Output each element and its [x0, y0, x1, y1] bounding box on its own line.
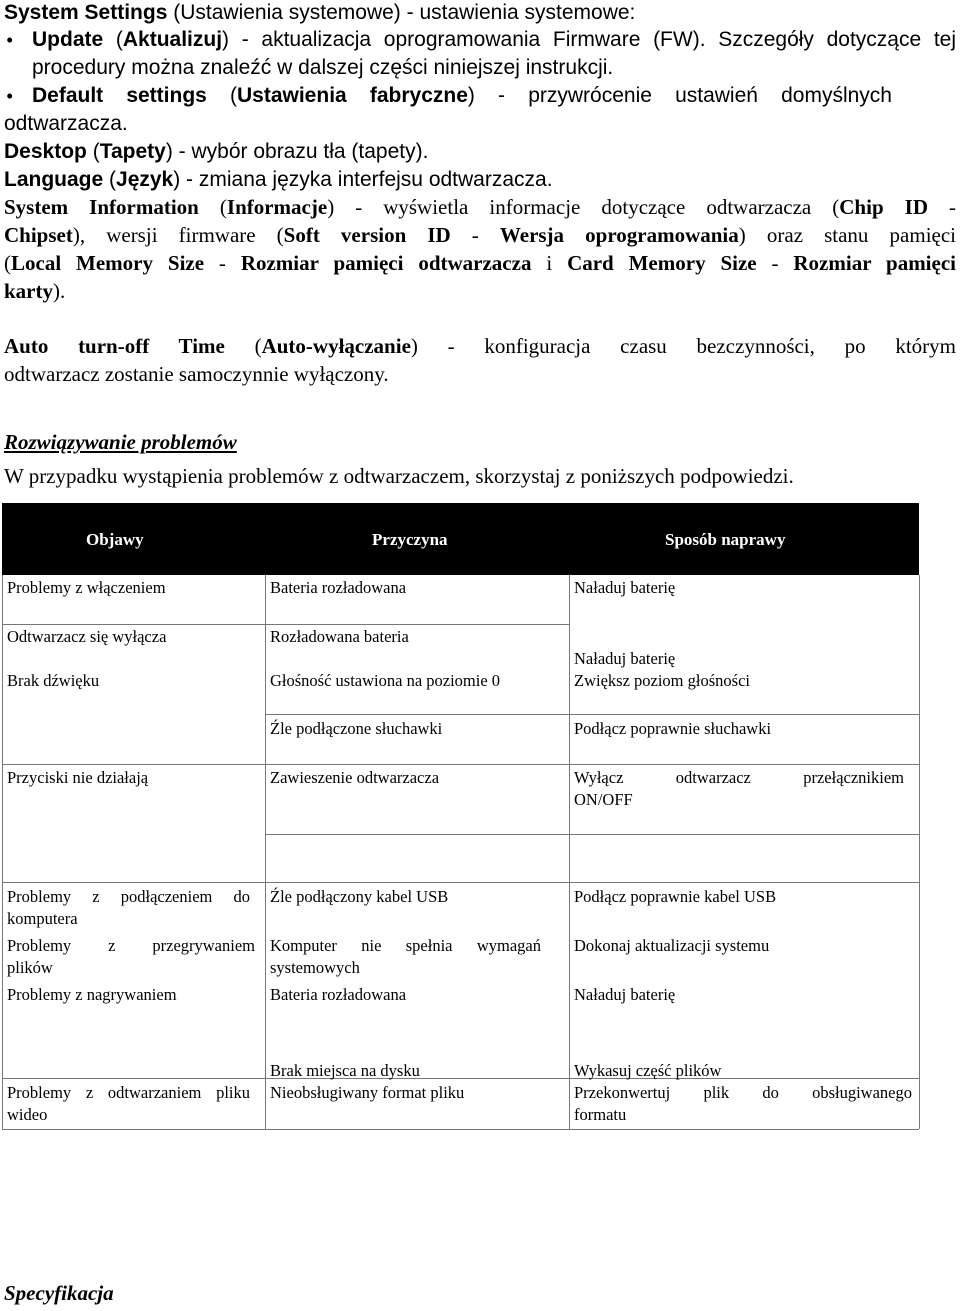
- desktop-item: [4, 138, 428, 166]
- paren: (: [206, 84, 237, 107]
- update-label-pl: Aktualizuj: [122, 28, 223, 51]
- table-cell: Problemy z odtwarzaniem pliku: [7, 1083, 250, 1102]
- grid-line: [569, 575, 570, 1129]
- table-cell: komputera: [7, 909, 78, 928]
- grid-line: [2, 1078, 919, 1079]
- sysinfo-line-3: [4, 249, 956, 277]
- sysinfo-label-pl: Informacje: [226, 195, 328, 219]
- default-desc-cont: odtwarzacza.: [4, 112, 128, 135]
- table-cell: Podłącz poprawnie słuchawki: [574, 719, 772, 738]
- language-desc: ) - zmiana języka interfejsu odtwarzacza.: [173, 168, 553, 191]
- update-label: Update: [32, 28, 104, 51]
- software-version-label-pl: Wersja oprogramowania: [499, 223, 739, 247]
- text: -: [204, 251, 241, 275]
- table-cell: Komputer nie spełnia wymagań: [270, 936, 541, 955]
- local-memory-label: Local Memory Size: [11, 251, 205, 275]
- grid-line: [919, 575, 920, 1129]
- language-label-pl: Język: [116, 168, 174, 191]
- text: ), wersji firmware (: [72, 223, 284, 247]
- local-memory-label-pl: Rozmiar pamięci odtwarzacza: [240, 251, 532, 275]
- table-cell: Przyciski nie działają: [7, 768, 149, 787]
- desktop-desc: ) - wybór obrazu tła (tapety).: [165, 140, 429, 163]
- table-cell: Bateria rozładowana: [270, 985, 407, 1004]
- default-item: [32, 82, 892, 110]
- system-settings-line: [4, 0, 635, 27]
- default-desc: ) - przywrócenie ustawień domyślnych: [467, 84, 892, 107]
- chip-id-label: Chip ID: [839, 195, 928, 219]
- text: -: [928, 195, 957, 219]
- table-cell: Naładuj baterię: [574, 985, 676, 1004]
- desktop-label: Desktop: [4, 140, 87, 163]
- table-cell: plików: [7, 958, 53, 977]
- grid-line: [2, 624, 265, 625]
- sysinfo-line-2: [4, 221, 956, 249]
- header-fix: Sposób naprawy: [665, 530, 786, 549]
- table-cell: Zwiększ poziom głośności: [574, 671, 750, 690]
- table-cell: Naładuj baterię: [574, 649, 676, 668]
- table-cell: Brak dźwięku: [7, 671, 100, 690]
- chipset-label: Chipset: [4, 223, 73, 247]
- system-settings-label: System Settings: [4, 1, 168, 24]
- update-desc: ) - aktualizacja oprogramowania Firmware (FW). Szczegóły dotyczące tej: [222, 28, 957, 51]
- table-cell: Problemy z włączeniem: [7, 578, 166, 597]
- paren: (: [103, 168, 117, 191]
- sysinfo-line-1: [4, 193, 956, 221]
- specification-heading: Specyfikacja: [4, 1281, 114, 1305]
- system-settings-desc: (Ustawienia systemowe) - ustawienia systemowe:: [167, 1, 636, 24]
- bullet-icon: •: [6, 84, 14, 108]
- default-label: Default settings: [32, 84, 207, 107]
- text: ) - wyświetla informacje dotyczące odtwarzacza (: [327, 195, 840, 219]
- table-cell: Problemy z nagrywaniem: [7, 985, 177, 1004]
- update-desc-cont: procedury można znaleźć w dalszej części niniejszej instrukcji.: [32, 56, 614, 79]
- bullet-icon: •: [6, 28, 14, 52]
- table-header: [2, 503, 919, 575]
- table-cell: Problemy z podłączeniem do: [7, 887, 250, 906]
- table-cell: Problemy z przegrywaniem: [7, 936, 255, 955]
- update-item: [32, 26, 956, 54]
- soft-version-label: Soft version ID: [283, 223, 451, 247]
- table-cell: Nieobsługiwany format pliku: [270, 1083, 465, 1102]
- troubleshooting-heading: Rozwiązywanie problemów: [4, 430, 237, 454]
- autooff-line-2: odtwarzacz zostanie samoczynnie wyłączony.: [4, 362, 389, 386]
- table-cell: Dokonaj aktualizacji systemu: [574, 936, 770, 955]
- table-cell: Rozładowana bateria: [270, 627, 409, 646]
- card-memory-label-pl: Rozmiar pamięci: [793, 251, 956, 275]
- table-cell: Naładuj baterię: [574, 578, 676, 597]
- grid-line: [265, 575, 266, 1129]
- grid-line: [265, 834, 919, 835]
- table-cell: Głośność ustawiona na poziomie 0: [270, 671, 501, 690]
- language-item: [4, 166, 553, 194]
- grid-line: [2, 575, 3, 1129]
- language-label: Language: [4, 168, 104, 191]
- card-label: karty: [4, 279, 53, 303]
- table-cell: Wyłącz odtwarzacz przełącznikiem: [574, 768, 904, 787]
- table-cell: Bateria rozładowana: [270, 578, 407, 597]
- grid-line: [265, 624, 569, 625]
- troubleshooting-intro: W przypadku wystąpienia problemów z odtwarzaczem, skorzystaj z poniższych podpowiedzi.: [4, 464, 794, 488]
- sysinfo-label: System Information: [4, 195, 199, 219]
- text: i: [531, 251, 568, 275]
- autooff-desc: ) - konfiguracja czasu bezczynności, po którym: [410, 334, 957, 358]
- table-cell: ON/OFF: [574, 790, 633, 809]
- desktop-label-pl: Tapety: [99, 140, 166, 163]
- table-cell: Podłącz poprawnie kabel USB: [574, 887, 777, 906]
- header-cause: Przyczyna: [372, 530, 448, 549]
- table-cell: Źle podłączone słuchawki: [270, 719, 443, 738]
- autooff-line-1: [4, 332, 956, 360]
- text: ).: [53, 279, 66, 303]
- table-cell: Przekonwertuj plik do obsługiwanego: [574, 1083, 912, 1102]
- autooff-label: Auto turn-off Time: [4, 334, 225, 358]
- table-cell: Brak miejsca na dysku: [270, 1061, 420, 1080]
- grid-line: [265, 714, 919, 715]
- text: ) oraz stanu pamięci: [738, 223, 957, 247]
- grid-line: [2, 882, 919, 883]
- text: (: [198, 195, 227, 219]
- table-cell: wideo: [7, 1105, 48, 1124]
- text: (: [4, 251, 11, 275]
- sysinfo-line-4: [4, 277, 65, 305]
- text: -: [450, 223, 500, 247]
- table-cell: systemowych: [270, 958, 360, 977]
- autooff-label-pl: Auto-wyłączanie: [261, 334, 411, 358]
- text: (: [224, 334, 262, 358]
- grid-line: [2, 1129, 919, 1130]
- table-cell: Wykasuj część plików: [574, 1061, 722, 1080]
- header-symptoms: Objawy: [86, 530, 144, 549]
- table-cell: Zawieszenie odtwarzacza: [270, 768, 440, 787]
- table-cell: formatu: [574, 1105, 627, 1124]
- table-cell: Źle podłączony kabel USB: [270, 887, 449, 906]
- table-cell: Odtwarzacz się wyłącza: [7, 627, 167, 646]
- default-label-pl: Ustawienia fabryczne: [237, 84, 468, 107]
- paren: (: [86, 140, 100, 163]
- paren: (: [103, 28, 123, 51]
- card-memory-label: Card Memory Size: [567, 251, 757, 275]
- grid-line: [2, 764, 919, 765]
- text: -: [756, 251, 794, 275]
